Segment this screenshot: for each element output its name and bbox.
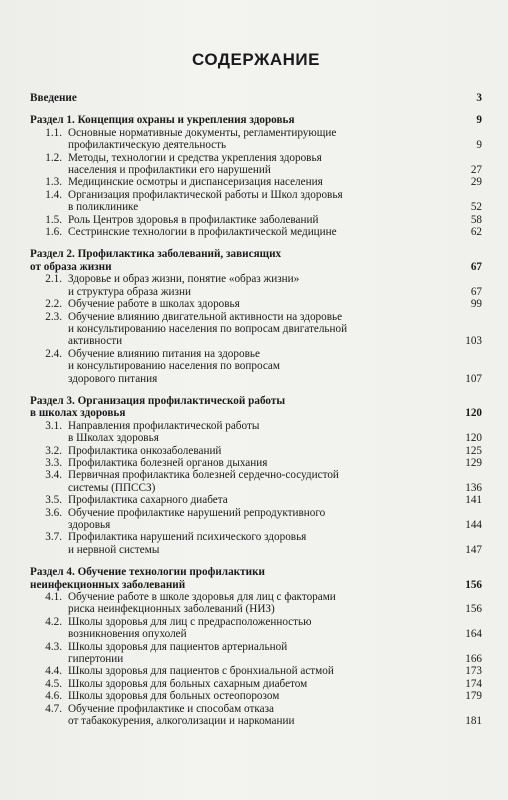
toc-number: 1.1.	[45, 126, 62, 139]
toc-number: 4.1.	[45, 591, 62, 604]
toc-page-number: 174	[465, 677, 482, 690]
toc-page-number: 99	[470, 298, 482, 311]
toc-line: от образа жизни	[30, 260, 112, 273]
toc-subsection	[30, 494, 482, 506]
toc-line: активности	[68, 335, 123, 348]
toc-line: Раздел 1. Концепция охраны и укрепления здоровья	[30, 114, 295, 127]
toc-page-number: 179	[465, 690, 482, 703]
toc-subsection	[30, 311, 482, 348]
toc-number: 4.2.	[45, 615, 62, 628]
toc-page-number: 67	[470, 285, 482, 298]
toc-page-number: 173	[465, 665, 482, 678]
toc-page-number: 120	[465, 432, 482, 445]
toc-page-number: 9	[476, 139, 482, 152]
toc-section	[30, 248, 482, 273]
toc-line: в школах здоровья	[30, 407, 126, 420]
toc-number: 3.7.	[45, 531, 62, 544]
toc-section	[30, 395, 482, 420]
toc-line: Раздел 4. Обучение технологии профилактики	[30, 566, 265, 579]
toc-number: 3.6.	[45, 506, 62, 519]
toc-page-number: 166	[465, 653, 482, 666]
toc-number: 4.7.	[45, 702, 62, 715]
toc-line: Раздел 2. Профилактика заболеваний, зависящих	[30, 248, 282, 261]
toc-line: Обучение работе в школе здоровья для лиц с факторами	[68, 591, 336, 604]
toc-line: здоровья	[68, 519, 111, 531]
toc-line: гипертонии	[68, 653, 124, 666]
toc-line: здорового питания	[68, 372, 158, 385]
toc-subsection	[30, 420, 482, 445]
toc-subsection	[30, 445, 482, 457]
toc-page-number: 67	[470, 260, 482, 273]
toc-line: в Школах здоровья	[68, 432, 159, 445]
toc-subsection	[30, 616, 482, 641]
toc-number: 4.6.	[45, 690, 62, 703]
toc-page-number: 58	[470, 213, 482, 226]
toc-number: 1.3.	[45, 176, 62, 189]
toc-page-number: 136	[465, 481, 482, 494]
toc-subsection	[30, 665, 482, 677]
toc-line: Введение	[30, 92, 77, 104]
toc-line: возникновения опухолей	[68, 628, 187, 641]
toc-number: 2.4.	[45, 347, 62, 360]
toc-number: 3.1.	[45, 419, 62, 432]
toc-line: неинфекционных заболеваний	[30, 578, 186, 591]
toc-subsection	[30, 641, 482, 666]
toc-line: и консультированию населения по вопросам двигательной	[68, 322, 348, 335]
toc-number: 3.3.	[45, 456, 62, 469]
toc-page-number: 181	[465, 715, 482, 728]
toc-page-number: 52	[470, 201, 482, 214]
toc-line: Обучение профилактике и способам отказа	[68, 702, 274, 715]
toc-line: Здоровье и образ жизни, понятие «образ жизни»	[68, 273, 300, 286]
toc-subsection	[30, 152, 482, 177]
toc-subsection	[30, 176, 482, 188]
toc-number: 3.5.	[45, 494, 62, 507]
toc-line: Обучение влиянию питания на здоровье	[68, 347, 260, 360]
toc-intro	[30, 92, 482, 104]
toc-subsection	[30, 591, 482, 616]
toc-page-number: 164	[465, 628, 482, 641]
toc-line: Школы здоровья для лиц с предрасположенностью	[68, 615, 312, 628]
toc-page-number: 156	[465, 578, 482, 591]
toc-subsection	[30, 531, 482, 556]
toc-page-number: 29	[470, 176, 482, 189]
toc-line: населения и профилактики его нарушений	[68, 164, 271, 177]
toc-section	[30, 114, 482, 126]
toc-line: Организация профилактической работы и Школ здоровья	[68, 188, 343, 201]
toc-page-number: 107	[465, 372, 482, 385]
toc-line: Направления профилактической работы	[68, 419, 260, 432]
toc-subsection	[30, 273, 482, 298]
toc-number: 1.4.	[45, 188, 62, 201]
toc-line: Школы здоровья для пациентов с бронхиальной астмой	[68, 665, 334, 678]
toc-page-number: 27	[470, 164, 482, 177]
toc-page-number: 3	[476, 92, 482, 104]
toc-line: от табакокурения, алкоголизации и наркомании	[68, 715, 295, 728]
toc-page-number: 156	[465, 603, 482, 616]
toc-page-number: 62	[470, 226, 482, 239]
toc-page-number: 120	[465, 407, 482, 420]
toc-line: Сестринские технологии в профилактической медицине	[68, 226, 337, 239]
toc-number: 1.6.	[45, 226, 62, 239]
toc-number: 3.2.	[45, 444, 62, 457]
toc-line: Профилактика онкозаболеваний	[68, 444, 222, 457]
toc-subsection	[30, 469, 482, 494]
toc-number: 4.4.	[45, 665, 62, 678]
page-title: СОДЕРЖАНИЕ	[192, 50, 320, 69]
toc-line: Медицинские осмотры и диспансеризация населения	[68, 176, 323, 189]
toc-line: Школы здоровья для пациентов артериальной	[68, 640, 288, 653]
toc-line: Первичная профилактика болезней сердечно-сосудистой	[68, 469, 339, 482]
toc-page-number: 144	[465, 519, 482, 531]
toc-number: 2.2.	[45, 298, 62, 311]
toc-subsection	[30, 703, 482, 728]
toc-subsection	[30, 127, 482, 152]
toc-line: Профилактика нарушений психического здоровья	[68, 531, 307, 544]
toc-line: Роль Центров здоровья в профилактике заболеваний	[68, 213, 319, 226]
bleed-through-area	[0, 0, 508, 40]
toc-subsection	[30, 507, 482, 532]
toc-number: 2.1.	[45, 273, 62, 286]
toc-subsection	[30, 226, 482, 238]
toc-line: Профилактика сахарного диабета	[68, 494, 228, 507]
toc-line: Обучение работе в школах здоровья	[68, 298, 240, 311]
toc-line: Профилактика болезней органов дыхания	[68, 456, 268, 469]
toc-line: и нервной системы	[68, 543, 160, 556]
toc-number: 3.4.	[45, 469, 62, 482]
toc-page-number: 141	[465, 494, 482, 507]
toc-line: и структура образа жизни	[68, 285, 191, 298]
toc-page-number: 125	[465, 444, 482, 457]
toc-page-number: 147	[465, 543, 482, 556]
table-of-contents	[30, 92, 482, 728]
toc-line: Обучение профилактике нарушений репродуктивного	[68, 506, 326, 519]
toc-line: в поликлинике	[68, 201, 139, 214]
toc-line: Школы здоровья для больных остеопорозом	[68, 690, 280, 703]
toc-subsection	[30, 298, 482, 310]
toc-number: 4.5.	[45, 677, 62, 690]
toc-number: 2.3.	[45, 310, 62, 323]
toc-line: Методы, технологии и средства укрепления здоровья	[68, 151, 322, 164]
toc-line: системы (ППССЗ)	[68, 481, 156, 494]
toc-page-number: 9	[476, 114, 482, 127]
toc-line: Раздел 3. Организация профилактической работы	[30, 394, 286, 407]
toc-subsection	[30, 678, 482, 690]
toc-line: риска неинфекционных заболеваний (НИЗ)	[68, 603, 275, 616]
toc-subsection	[30, 189, 482, 214]
toc-number: 1.2.	[45, 151, 62, 164]
toc-section	[30, 566, 482, 591]
toc-page-number: 129	[465, 456, 482, 469]
toc-number: 4.3.	[45, 640, 62, 653]
toc-line: Основные нормативные документы, регламентирующие	[68, 126, 337, 139]
toc-line: Школы здоровья для больных сахарным диабетом	[68, 677, 308, 690]
toc-line: и консультированию населения по вопросам	[68, 360, 280, 373]
toc-subsection	[30, 457, 482, 469]
toc-line: Обучение влиянию двигательной активности на здоровье	[68, 310, 343, 323]
toc-subsection	[30, 690, 482, 702]
toc-line: профилактическую деятельность	[68, 139, 227, 152]
toc-subsection	[30, 348, 482, 385]
toc-number: 1.5.	[45, 213, 62, 226]
toc-page-number: 103	[465, 335, 482, 348]
toc-subsection	[30, 214, 482, 226]
